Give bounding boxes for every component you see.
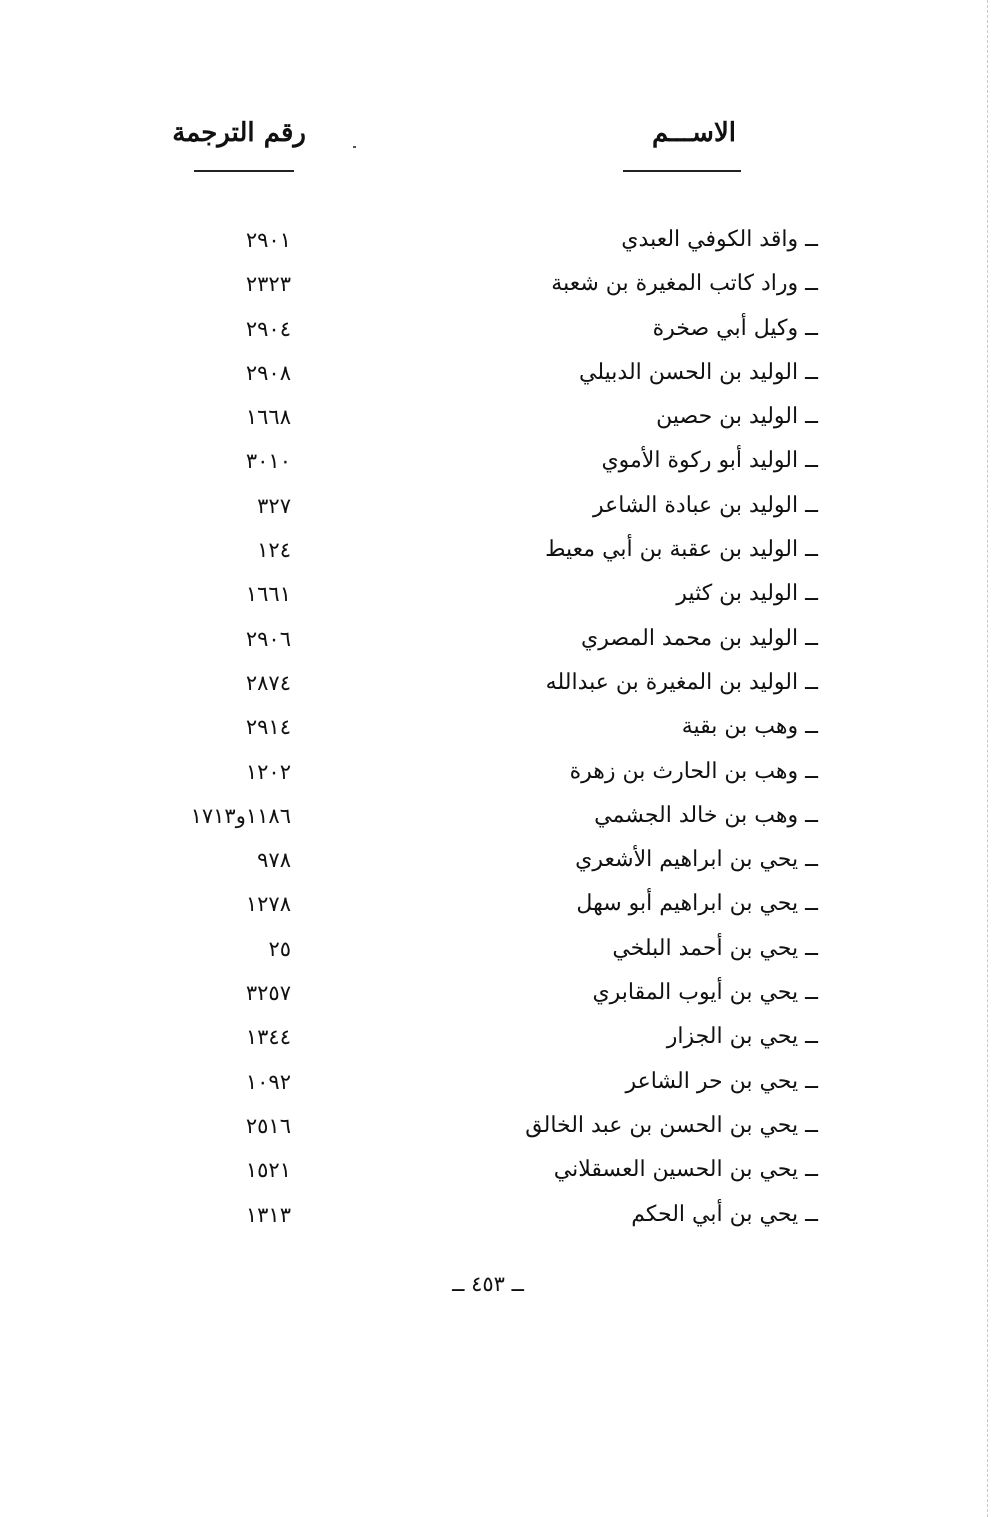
index-entry-row [0,1150,1006,1194]
index-entry-row [0,663,1006,707]
entry-translation-number: ٢٩٠٤ [245,316,291,341]
entry-name: ــ يحي بن أيوب المقابري [592,980,818,1006]
entry-name: ــ وكيل أبي صخرة [652,315,818,341]
column-header-number: رقم الترجمة [172,118,306,148]
entry-translation-number: ١٠٩٢ [245,1069,291,1094]
entry-translation-number: ٢٩٠١ [245,228,291,252]
entry-name: ــ الوليد بن عبادة الشاعر [592,492,818,518]
index-entry-row [0,929,1006,973]
entry-name: ــ وهب بن خالد الجشمي [594,802,818,828]
index-entry-row [0,530,1006,574]
entry-translation-number: ٢٩٠٨ [245,360,291,385]
index-entry-row [0,707,1006,751]
column-header-name-underline [623,170,741,172]
entry-name: ــ يحي بن حر الشاعر [625,1068,818,1094]
entry-name: ــ الوليد بن حصين [656,404,818,430]
entry-name: ــ الوليد بن محمد المصري [580,625,818,651]
index-entry-row [0,840,1006,884]
entry-translation-number: ١٢٧٨ [245,892,291,917]
index-entry-row [0,1106,1006,1150]
entry-name: ــ يحي بن ابراهيم الأشعري [575,847,818,873]
index-entry-row [0,309,1006,353]
entry-translation-number: ٢٩٠٦ [245,626,291,651]
entry-translation-number: ٢٨٧٤ [245,670,291,695]
entry-translation-number: ١١٨٦و١٧١٣ [190,803,291,828]
index-entry-row [0,264,1006,308]
entry-name: ــ يحي بن الحسين العسقلاني [553,1157,818,1183]
entry-name: ــ وهب بن بقية [681,714,818,740]
entry-name: ــ وراد كاتب المغيرة بن شعبة [551,271,818,297]
index-entry-row [0,574,1006,618]
index-entry-row [0,353,1006,397]
entry-name: ــ الوليد بن كثير [676,581,818,607]
page-number: ــ ٤٥٣ ــ [452,1272,524,1296]
entry-name: ــ وهب بن الحارث بن زهرة [569,758,818,784]
index-entry-row [0,752,1006,796]
index-entry-row [0,1195,1006,1239]
index-entry-row [0,1017,1006,1061]
entry-name: ــ الوليد بن الحسن الدبيلي [579,359,818,385]
index-entry-row [0,796,1006,840]
entry-translation-number: ١٦٦٨ [245,405,291,430]
header-dot [353,146,356,148]
entry-translation-number: ١٥٢١ [245,1158,291,1183]
entry-translation-number: ١٣٤٤ [245,1025,291,1050]
entry-name: ــ يحي بن أحمد البلخي [612,935,818,961]
entry-translation-number: ٢٣٢٣ [245,272,291,297]
entry-name: ــ يحي بن أبي الحكم [631,1201,818,1227]
entry-name: ــ يحي بن الحسن بن عبد الخالق [525,1112,818,1138]
entry-translation-number: ١٦٦١ [245,582,291,607]
entry-name: ــ يحي بن ابراهيم أبو سهل [576,891,818,917]
entry-translation-number: ١٢٤ [257,538,291,563]
column-header-name: الاســـم [652,118,736,148]
entry-name: ــ الوليد أبو ركوة الأموي [601,448,818,474]
index-entry-row [0,441,1006,485]
entry-name: ــ الوليد بن المغيرة بن عبدالله [545,669,818,695]
entry-translation-number: ٣٢٧ [257,493,291,518]
index-entry-row [0,619,1006,663]
entry-name: ــ واقد الكوفي العبدي [621,227,818,252]
entry-translation-number: ٩٧٨ [257,848,291,873]
entry-translation-number: ٣٢٥٧ [245,981,291,1006]
entry-translation-number: ٣٠١٠ [245,449,291,474]
entry-translation-number: ١٢٠٢ [245,759,291,784]
index-entry-row [0,1062,1006,1106]
index-entries-list [0,220,1006,1239]
index-entry-row [0,884,1006,928]
entry-name: ــ الوليد بن عقبة بن أبي معيط [545,537,818,563]
entry-translation-number: ٢٥ [268,936,291,961]
entry-translation-number: ٢٩١٤ [245,715,291,740]
index-entry-row [0,397,1006,441]
entry-name: ــ يحي بن الجزار [666,1024,818,1050]
column-header-number-underline [194,170,294,172]
entry-translation-number: ١٣١٣ [245,1202,291,1227]
entry-translation-number: ٢٥١٦ [245,1113,291,1138]
index-entry-row [0,973,1006,1017]
index-entry-row [0,486,1006,530]
index-entry-row [0,220,1006,264]
